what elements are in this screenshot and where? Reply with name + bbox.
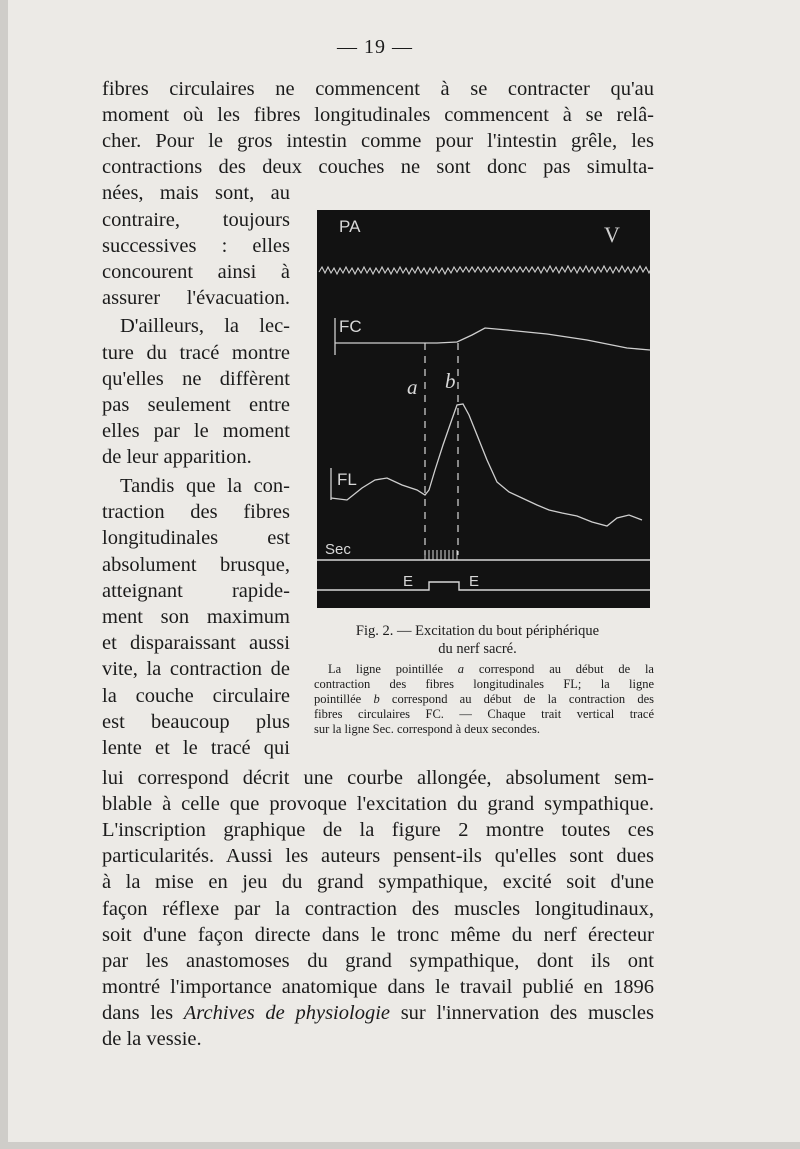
text-line: de la vessie.	[102, 1028, 202, 1050]
text-line: montré l'importance anatomique dans le travail publié en 1896	[102, 976, 654, 998]
text-line: atteignant rapide-	[102, 580, 290, 602]
legend-line: fibres circulaires FC. — Chaque trait vertical tracé	[314, 707, 654, 721]
text-line: pas seulement entre	[102, 394, 290, 416]
text-line: la couche circulaire	[102, 685, 290, 707]
legend-line: pointillée b correspond au début de la contraction des	[314, 692, 655, 706]
text-line: blable à celle que provoque l'excitation du grand sympathique.	[102, 793, 654, 815]
text-line: nées, mais sont, au	[102, 182, 290, 204]
text-line: soit d'une façon directe dans le tronc même du nerf érecteur	[102, 924, 654, 946]
legend-line: sur la ligne Sec. correspond à deux secondes.	[314, 722, 540, 736]
caption-line: du nerf sacré.	[438, 641, 517, 657]
label-a: a	[407, 375, 418, 399]
text-line: successives : elles	[102, 235, 290, 257]
page-number: — 19 —	[337, 36, 413, 58]
label-v: V	[604, 222, 620, 247]
text-line: à la mise en jeu du grand sympathique, excité soit d'une	[102, 871, 654, 893]
text-line: D'ailleurs, la lec-	[120, 315, 290, 337]
text-line: par les anastomoses du grand sympathique, dont ils ont	[102, 950, 654, 972]
text-line: vite, la contraction de	[102, 658, 290, 680]
caption-line: Fig. 2. — Excitation du bout périphérique	[355, 623, 600, 639]
text-line: particularités. Aussi les auteurs pensent-ils qu'elles sont dues	[102, 845, 654, 867]
text-line: cher. Pour le gros intestin comme pour l'intestin grêle, les	[102, 130, 654, 152]
text-line: lui correspond décrit une courbe allongée, absolument sem-	[102, 767, 654, 789]
text-line: assurer l'évacuation.	[102, 287, 290, 309]
text-line: L'inscription graphique de la figure 2 montre toutes ces	[102, 819, 654, 841]
label-e1: E	[403, 573, 414, 590]
text-line: de leur apparition.	[102, 446, 252, 468]
text-line: dans les Archives de physiologie sur l'innervation des muscles	[102, 1002, 654, 1024]
label-fl: FL	[337, 470, 357, 489]
label-fc: FC	[339, 317, 362, 336]
text-line: et disparaissant aussi	[102, 632, 290, 654]
text-line: fibres circulaires ne commencent à se contracter qu'au	[102, 78, 654, 100]
label-b: b	[445, 369, 456, 393]
text-line: qu'elles ne diffèrent	[102, 368, 290, 390]
text-line: absolument brusque,	[102, 554, 290, 576]
label-e2: E	[469, 573, 480, 590]
text-line: concourent ainsi à	[102, 261, 290, 283]
text-line: traction des fibres	[102, 501, 290, 523]
figure-legend	[314, 662, 654, 737]
text-line: contraire, toujours	[102, 209, 290, 231]
text-line: ment son maximum	[102, 606, 290, 628]
text-line: façon réflexe par la contraction des muscles longitudinaux,	[102, 898, 654, 920]
text-line: est beaucoup plus	[102, 711, 290, 733]
figure-tracing	[317, 210, 650, 608]
label-sec: Sec	[325, 541, 351, 558]
text-line: contractions des deux couches ne sont donc pas simulta-	[102, 156, 654, 178]
text-line: ture du tracé montre	[102, 342, 290, 364]
figure-caption	[300, 622, 655, 658]
legend-line: contraction des fibres longitudinales FL; la ligne	[314, 677, 654, 691]
text-line: Tandis que la con-	[120, 475, 290, 497]
label-pa: PA	[339, 217, 361, 236]
text-line: moment où les fibres longitudinales commencent à se relâ-	[102, 104, 654, 126]
text-line: longitudinales est	[102, 527, 290, 549]
text-line: elles par le moment	[102, 420, 290, 442]
text-line: lente et le tracé qui	[102, 737, 290, 759]
legend-line: La ligne pointillée a correspond au début de la	[328, 662, 654, 676]
